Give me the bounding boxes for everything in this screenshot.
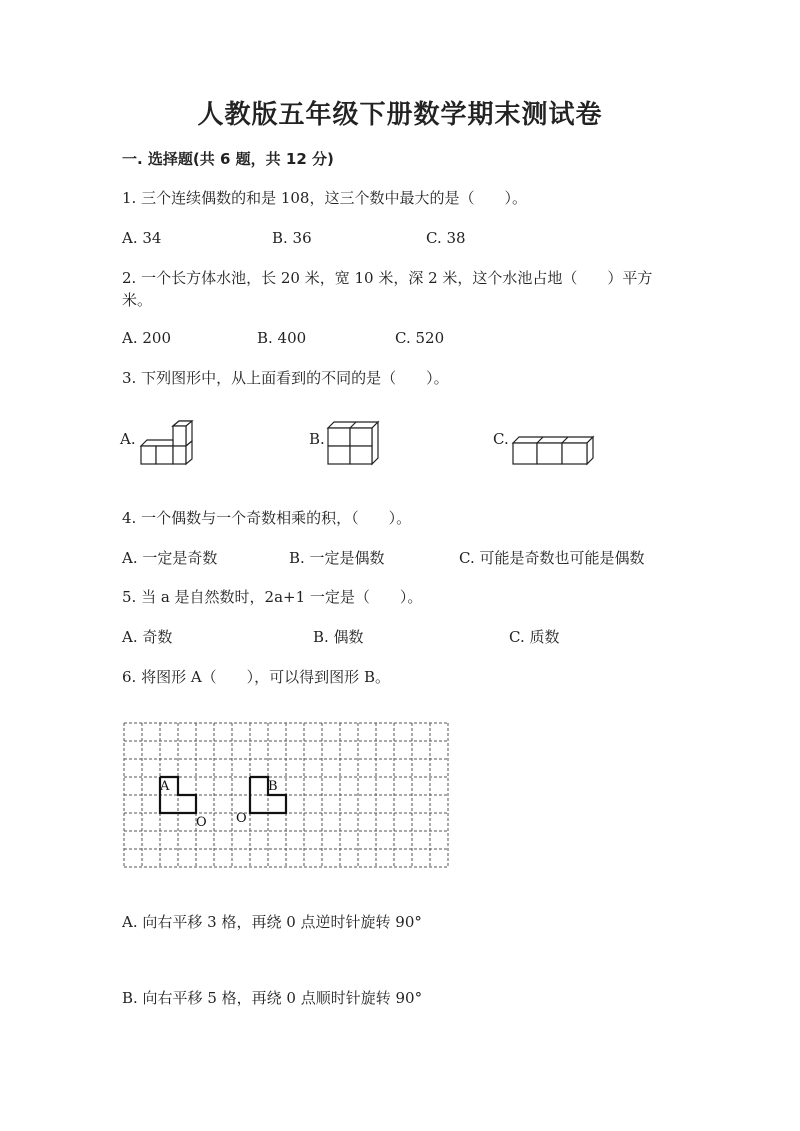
label-a: A [160,779,170,794]
page-title: 人教版五年级下册数学期末测试卷 [197,100,603,130]
question-4-stem: 4. 一个偶数与一个奇数相乘的积，（ ）。 [122,509,412,527]
question-4-option-a: A. 一定是奇数 [122,549,218,567]
question-3-option-c: C. [493,430,509,448]
question-1-option-b: B. 36 [272,229,312,247]
question-3-stem: 3. 下列图形中，从上面看到的不同的是（ ）。 [122,369,449,387]
cube-figure-a [135,418,197,468]
question-2-option-b: B. 400 [257,329,307,347]
question-3-option-b: B. [309,430,325,448]
cube-figure-c [508,434,598,468]
cube-figure-b [322,418,382,468]
question-2-stem: 2. 一个长方体水池，长 20 米，宽 10 米，深 2 米，这个水池占地（ ）平方米。 [122,269,653,309]
question-6-option-b: B. 向右平移 5 格，再绕 0 点顺时针旋转 90° [122,989,423,1007]
question-5-option-c: C. 质数 [509,628,560,646]
label-o-1: O [196,815,207,830]
question-6-stem: 6. 将图形 A（ ），可以得到图形 B。 [122,668,390,686]
question-5-option-b: B. 偶数 [313,628,364,646]
label-b: B [268,779,278,794]
question-1-option-c: C. 38 [426,229,466,247]
question-4-option-c: C. 可能是奇数也可能是偶数 [459,549,645,567]
grid-figure [118,718,450,870]
question-2-option-a: A. 200 [122,329,171,347]
section-heading: 一. 选择题(共 6 题，共 12 分) [122,150,334,168]
question-5-stem: 5. 当 a 是自然数时，2a+1 一定是（ ）。 [122,588,423,606]
question-5-option-a: A. 奇数 [122,628,173,646]
label-o-2: O [236,811,247,826]
question-1-stem: 1. 三个连续偶数的和是 108，这三个数中最大的是（ ）。 [122,189,527,207]
question-3-option-a: A. [120,430,136,448]
question-2-option-c: C. 520 [395,329,445,347]
question-1-option-a: A. 34 [122,229,162,247]
question-6-option-a: A. 向右平移 3 格，再绕 0 点逆时针旋转 90° [122,913,422,931]
question-4-option-b: B. 一定是偶数 [289,549,385,567]
